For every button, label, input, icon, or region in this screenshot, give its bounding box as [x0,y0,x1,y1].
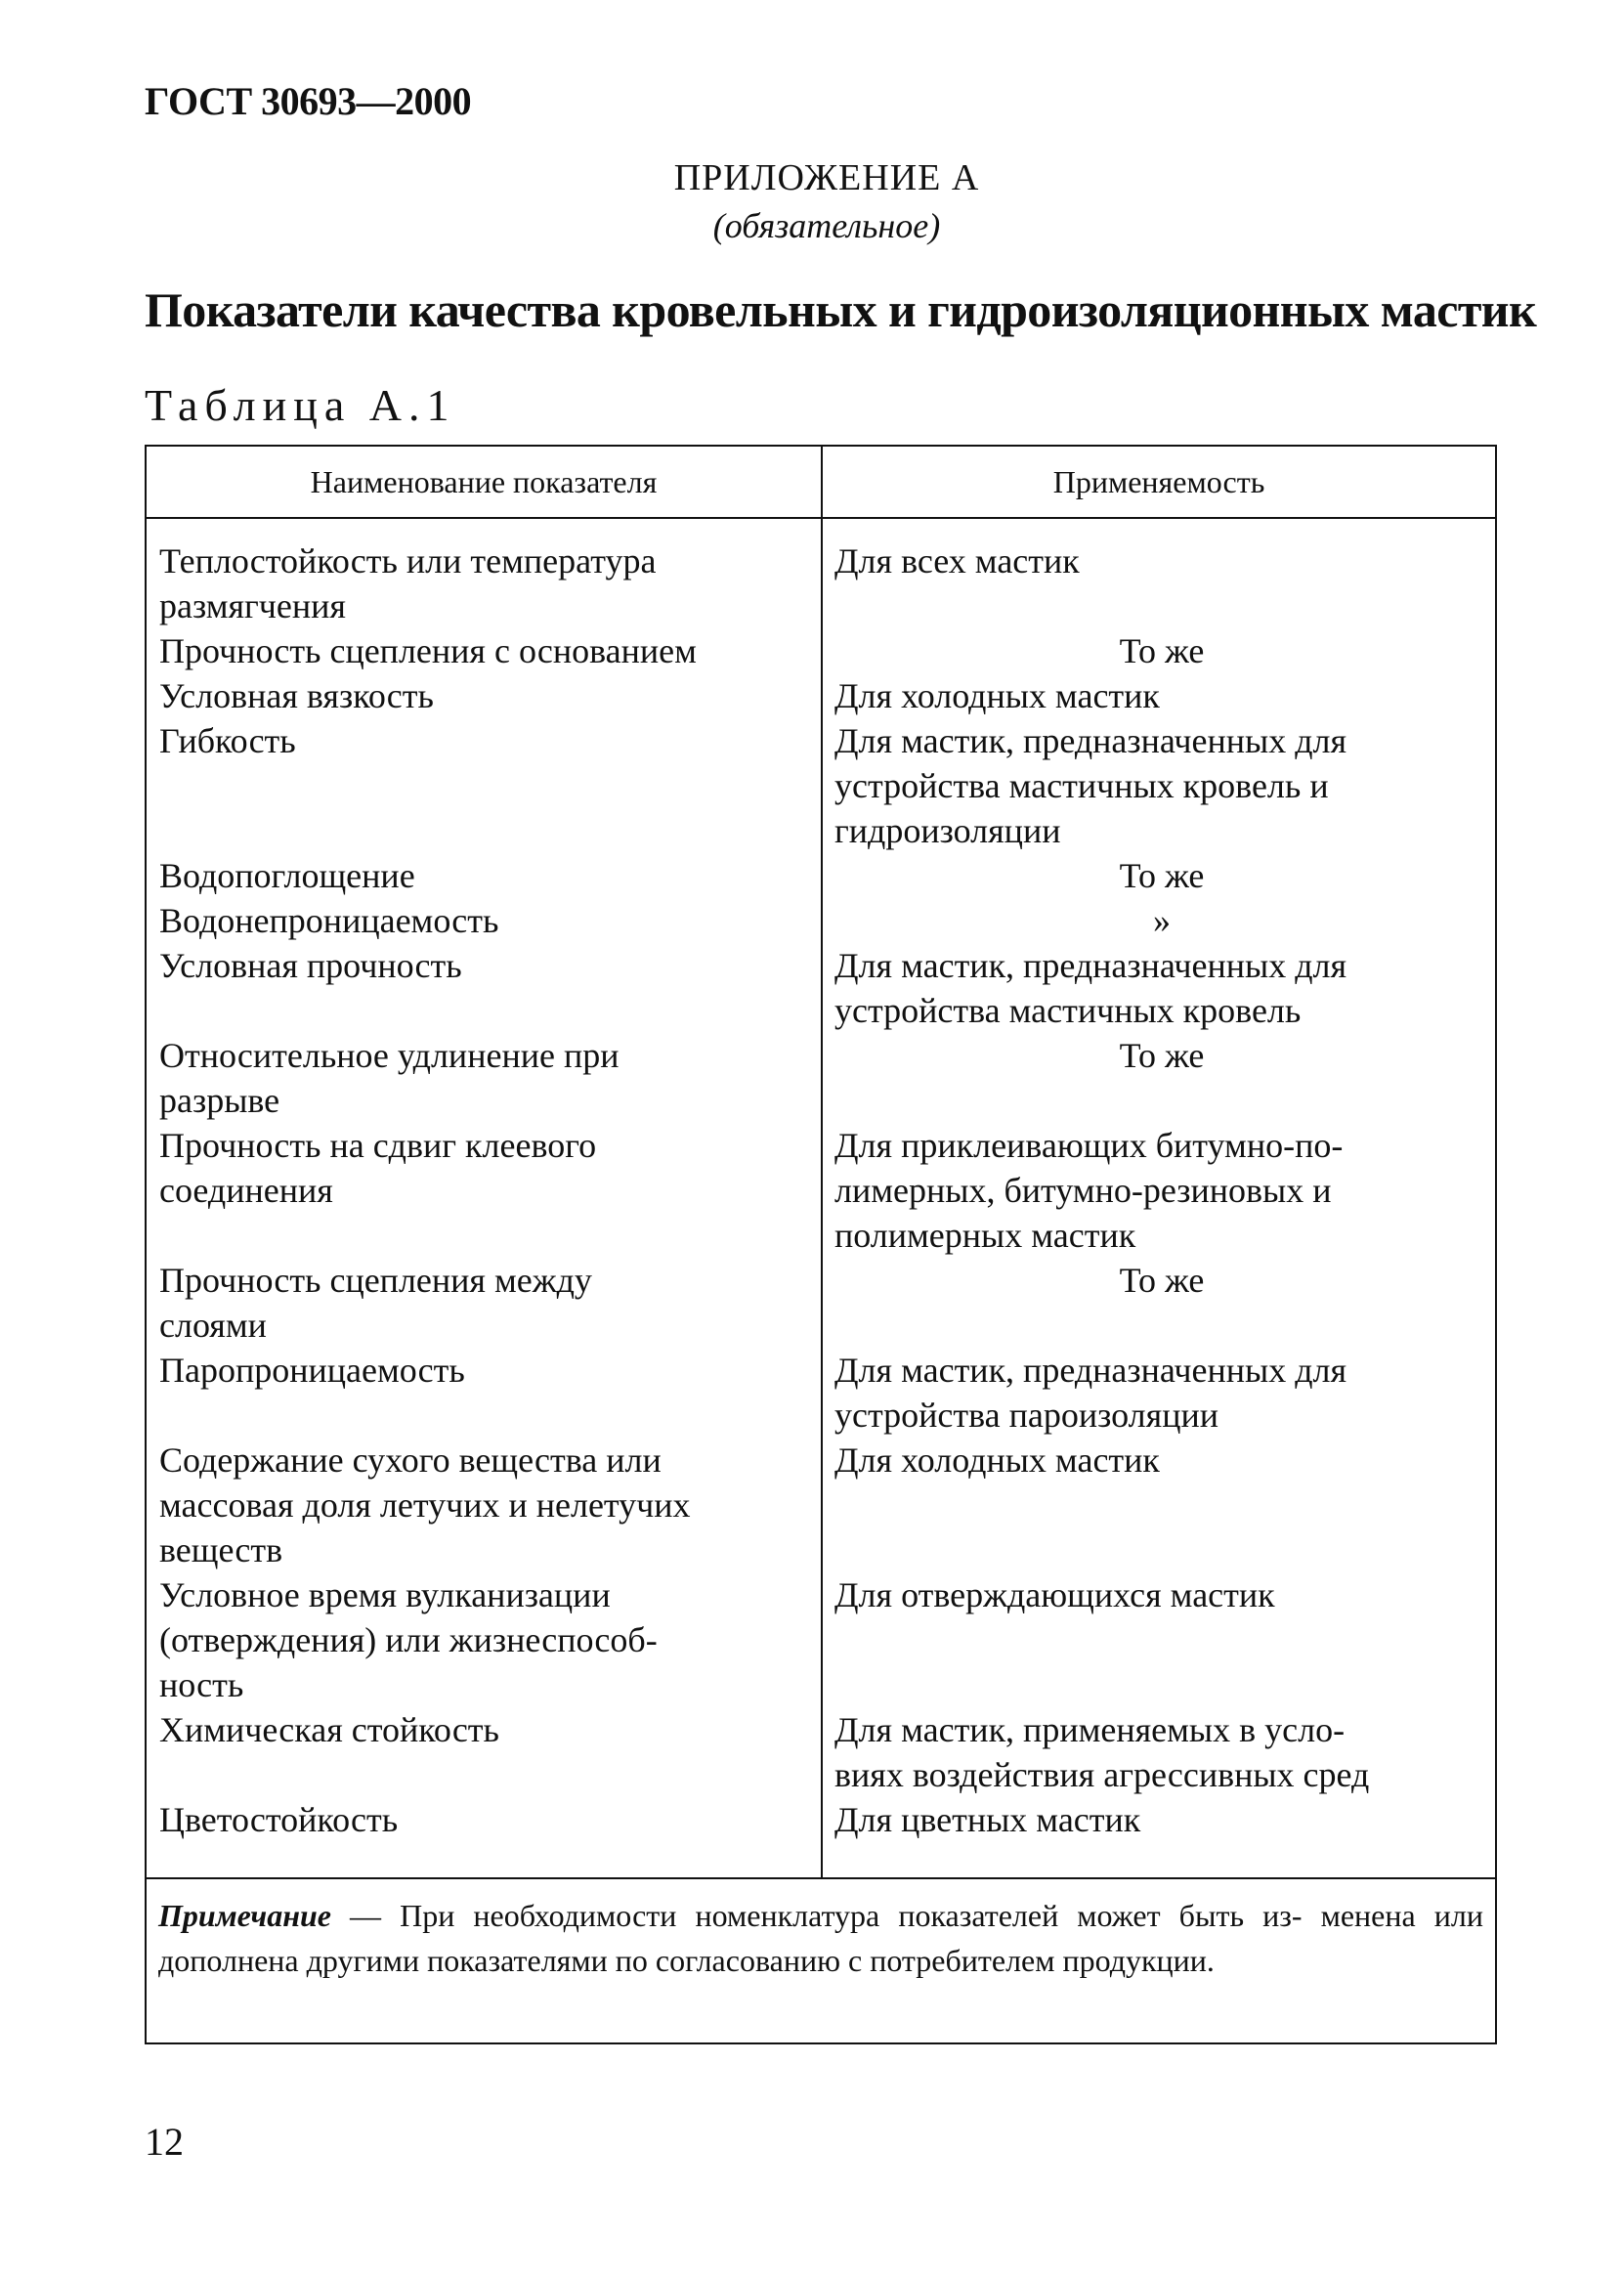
table-row [147,1123,1495,1258]
indicator-name-cell [147,1797,821,1842]
indicator-name-line: разрыве [159,1081,280,1120]
applicability-line: лимерных, битумно-резиновых и [834,1171,1332,1210]
indicator-name-cell [147,1258,821,1348]
applicability-cell [821,943,1495,1033]
applicability-line: Для мастик, применяемых в усло- [834,1710,1346,1749]
table-row [147,538,1495,628]
indicator-name-line: Условное время вулканизации [159,1575,611,1614]
table-row [147,1348,1495,1438]
table-note [158,1893,1483,1983]
column-header-indicator: Наименование показателя [310,463,658,499]
applicability-cell [821,1123,1495,1258]
table-row [147,1258,1495,1348]
applicability-cell [821,1438,1495,1572]
table-row [147,1797,1495,1842]
table-row [147,943,1495,1033]
applicability-line: Для холодных мастик [834,1440,1160,1480]
applicability-line: Для цветных мастик [834,1800,1141,1839]
table-caption: Таблица А.1 [145,380,456,430]
indicator-name-line: Теплостойкость или температура [159,541,657,580]
applicability-line: устройства пароизоляции [834,1396,1218,1435]
applicability-cell [821,1258,1495,1348]
indicator-name-cell [147,628,821,673]
indicator-name-cell [147,1572,821,1707]
applicability-line: Для всех мастик [834,541,1080,580]
applicability-line: Для приклеивающих битумно-по- [834,1126,1344,1165]
indicator-name-line: Прочность на сдвиг клеевого [159,1126,597,1165]
applicability-line: Для холодных мастик [834,676,1160,715]
table-row [147,1033,1495,1123]
indicator-name-line: веществ [159,1530,283,1569]
applicability-cell [821,1797,1495,1842]
indicator-name-line: Водопоглощение [159,856,415,895]
applicability-cell [821,1348,1495,1438]
applicability-line: » [1153,901,1171,940]
applicability-line: гидроизоляции [834,811,1061,850]
applicability-line: устройства мастичных кровель [834,991,1302,1030]
indicator-name-line: слоями [159,1306,267,1345]
applicability-line: То же [1119,631,1205,670]
applicability-line: То же [1119,856,1205,895]
indicator-name-cell [147,1438,821,1572]
indicator-name-line: размягчения [159,586,346,625]
applicability-cell [821,673,1495,718]
table-row [147,853,1495,898]
indicator-name-line: Содержание сухого вещества или [159,1440,662,1480]
applicability-cell [821,1572,1495,1707]
applicability-line: Для мастик, предназначенных для [834,946,1347,985]
indicator-name-cell [147,943,821,1033]
note-separator [147,1877,1495,1879]
indicator-name-line: Относительное удлинение при [159,1036,620,1075]
applicability-line: виях воздействия агрессивных сред [834,1755,1370,1794]
indicator-name-line: Гибкость [159,721,296,760]
indicator-name-line: соединения [159,1171,333,1210]
indicator-name-cell [147,853,821,898]
indicator-name-line: Паропроницаемость [159,1351,465,1390]
indicator-name-line: Цветостойкость [159,1800,399,1839]
document-code: ГОСТ 30693—2000 [145,79,472,123]
applicability-cell [821,853,1495,898]
table-row [147,1438,1495,1572]
applicability-cell [821,538,1495,628]
indicator-name-cell [147,898,821,943]
note-label: Примечание [158,1898,331,1933]
indicator-name-line: массовая доля летучих и нелетучих [159,1485,691,1525]
indicator-name-cell [147,1348,821,1438]
applicability-line: Для мастик, предназначенных для [834,1351,1347,1390]
annex-status: (обязательное) [712,206,941,245]
indicator-name-cell [147,718,821,853]
table-header [147,447,1495,519]
applicability-line: устройства мастичных кровель и [834,766,1329,805]
indicator-name-line: Прочность сцепления с основанием [159,631,697,670]
applicability-line: То же [1119,1036,1205,1075]
note-text: — При необходимости номенклатура показателей может быть из- менена или дополнена другими показателями по согласованию с потребителем продукции. [158,1898,1483,1978]
indicator-name-cell [147,538,821,628]
indicator-name-line: Химическая стойкость [159,1710,499,1749]
indicator-name-cell [147,1033,821,1123]
applicability-line: То же [1119,1261,1205,1300]
indicator-name-line: Условная вязкость [159,676,434,715]
applicability-line: Для мастик, предназначенных для [834,721,1347,760]
indicator-name-line: (отверждения) или жизнеспособ- [159,1620,658,1659]
page-number: 12 [145,2120,184,2164]
column-header-applicability: Применяемость [821,447,1495,517]
annex-title: ПРИЛОЖЕНИЕ А [673,157,980,198]
applicability-cell [821,718,1495,853]
indicator-name-cell [147,673,821,718]
indicator-name-cell [147,1707,821,1797]
table-row [147,718,1495,853]
table-row [147,1572,1495,1707]
indicator-name-line: Условная прочность [159,946,462,985]
table-row [147,898,1495,943]
applicability-cell [821,1707,1495,1797]
indicator-name-cell [147,1123,821,1258]
applicability-line: полимерных мастик [834,1216,1136,1255]
indicators-table [145,445,1497,2044]
applicability-cell [821,1033,1495,1123]
table-body [147,538,1495,1842]
table-row [147,673,1495,718]
applicability-line: Для отверждающихся мастик [834,1575,1275,1614]
applicability-cell [821,628,1495,673]
table-row [147,1707,1495,1797]
main-heading: Показатели качества кровельных и гидроизоляционных мастик [145,282,1537,337]
indicator-name-line: ность [159,1665,244,1704]
indicator-name-line: Прочность сцепления между [159,1261,592,1300]
table-row [147,628,1495,673]
applicability-cell [821,898,1495,943]
indicator-name-line: Водонепроницаемость [159,901,499,940]
